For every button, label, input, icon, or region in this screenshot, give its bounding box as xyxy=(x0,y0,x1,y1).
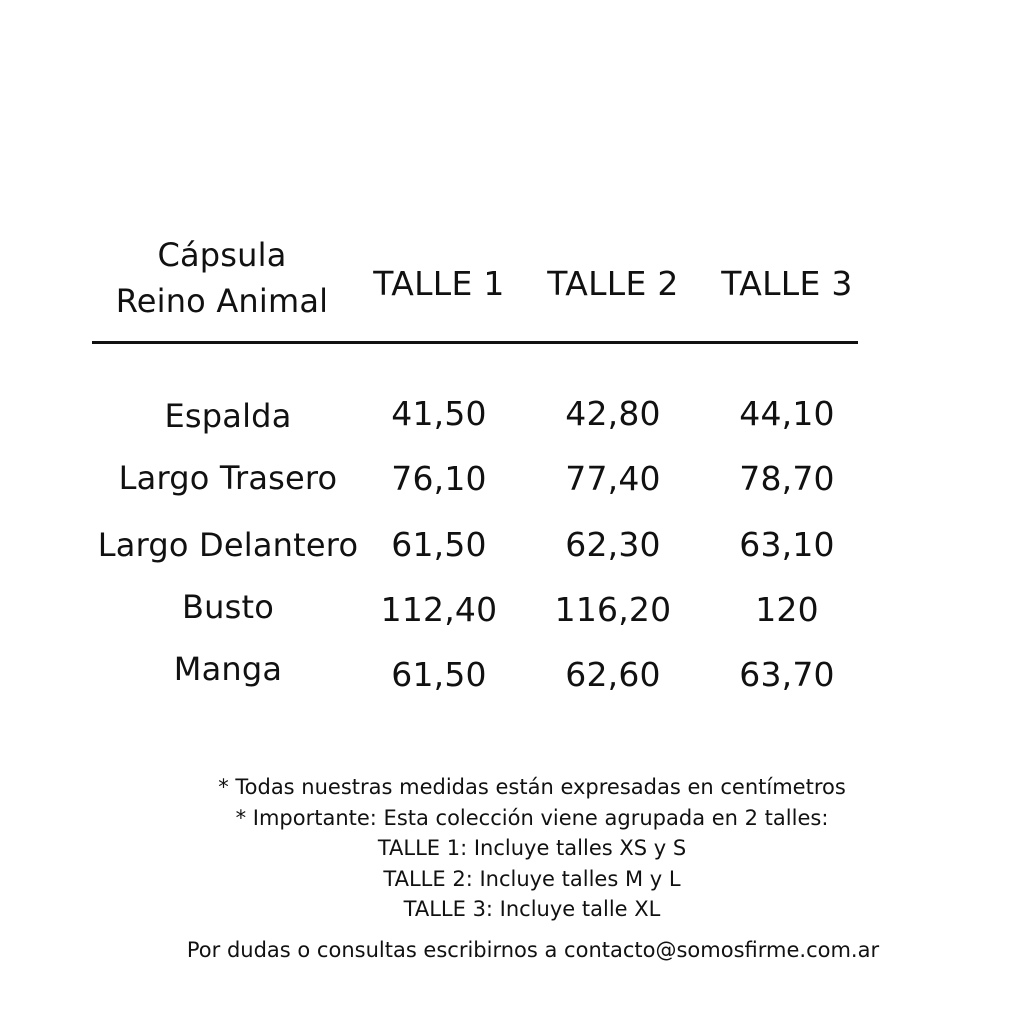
row-label-manga: Manga xyxy=(173,650,283,688)
note-talle-3: TALLE 3: Incluye talle XL xyxy=(403,897,661,921)
table-cell: 62,30 xyxy=(565,525,661,564)
table-cell: 116,20 xyxy=(554,590,672,629)
title-line-1: Cápsula xyxy=(157,236,287,274)
row-label-espalda: Espalda xyxy=(164,397,292,435)
table-cell: 76,10 xyxy=(391,459,487,498)
column-header-talle-3: TALLE 3 xyxy=(721,264,853,303)
note-talle-1: TALLE 1: Incluye talles XS y S xyxy=(377,836,687,860)
table-cell: 41,50 xyxy=(391,394,487,433)
table-cell: 61,50 xyxy=(391,525,487,564)
note-talle-2: TALLE 2: Incluye talles M y L xyxy=(383,866,681,891)
table-title xyxy=(92,232,352,324)
table-cell: 63,70 xyxy=(739,655,835,694)
note-grouping: * Importante: Esta colección viene agrupada en 2 talles: xyxy=(235,805,829,830)
row-label-busto: Busto xyxy=(181,588,275,626)
row-label-largo-trasero: Largo Trasero xyxy=(118,459,338,497)
contact-line: Por dudas o consultas escribirnos a contacto@somosfirme.com.ar xyxy=(186,938,880,962)
table-cell: 42,80 xyxy=(565,394,661,433)
note-units: * Todas nuestras medidas están expresadas en centímetros xyxy=(218,775,846,799)
table-cell: 77,40 xyxy=(565,459,661,498)
table-cell: 120 xyxy=(755,590,819,629)
column-header-talle-2: TALLE 2 xyxy=(547,264,679,303)
table-cell: 44,10 xyxy=(739,394,835,433)
table-cell: 112,40 xyxy=(380,590,498,629)
table-cell: 61,50 xyxy=(391,655,487,694)
row-label-largo-delantero: Largo Delantero xyxy=(97,526,359,564)
footnotes xyxy=(112,772,952,925)
column-header-talle-1: TALLE 1 xyxy=(373,264,505,303)
title-line-2: Reino Animal xyxy=(115,282,329,320)
table-cell: 63,10 xyxy=(739,525,835,564)
header-divider xyxy=(92,341,858,344)
table-cell: 62,60 xyxy=(565,655,661,694)
table-cell: 78,70 xyxy=(739,459,835,498)
